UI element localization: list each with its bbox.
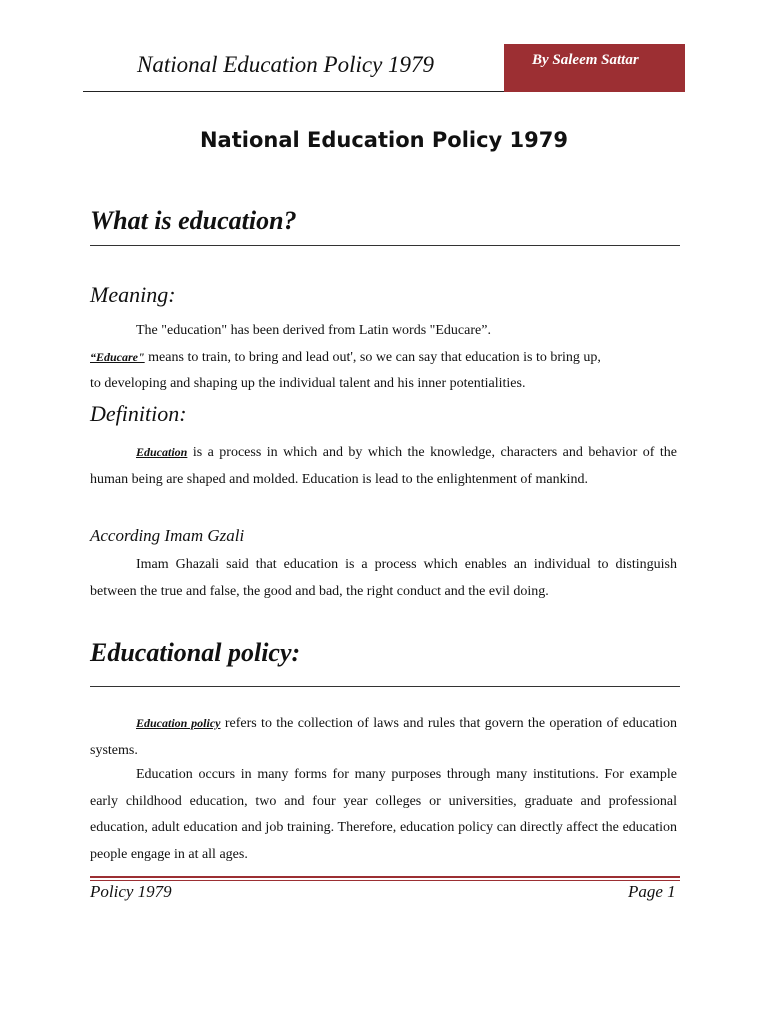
policy-paragraph-2-text: Education occurs in many forms for many purposes through many institutions. For example early childhood education, two and four year colleges or universities, graduate and professional education, adult education and job training. Therefore, education policy can directly affect the education people engage in at all ages. bbox=[90, 767, 677, 862]
term-education-policy: Education policy bbox=[136, 716, 221, 730]
footer-divider bbox=[90, 876, 680, 878]
definition-paragraph bbox=[90, 439, 677, 493]
author-label: By Saleem Sattar bbox=[532, 52, 639, 68]
policy-paragraph-1 bbox=[90, 710, 677, 764]
policy-paragraph-2 bbox=[90, 762, 677, 868]
section-heading-what-is-education: What is education? bbox=[90, 206, 297, 235]
page-number: Page 1 bbox=[628, 882, 676, 901]
meaning-line-1: The "education" has been derived from Latin words "Educare”. bbox=[136, 323, 491, 338]
imam-text: Imam Ghazali said that education is a process which enables an individual to distinguish between the true and false, the good and bad, the right conduct and the evil doing. bbox=[90, 557, 677, 599]
section-divider bbox=[90, 686, 680, 687]
document-title: National Education Policy 1979 bbox=[199, 128, 569, 152]
subheading-imam-gzali: According Imam Gzali bbox=[90, 526, 245, 545]
section-divider bbox=[90, 245, 680, 246]
header-divider bbox=[83, 91, 505, 92]
term-education: Education bbox=[136, 445, 188, 459]
section-heading-educational-policy: Educational policy: bbox=[90, 638, 301, 667]
policy-paragraph-1-text: refers to the collection of laws and rules that govern the operation of education systems. bbox=[90, 716, 678, 758]
meaning-line-2 bbox=[90, 350, 601, 366]
term-educare: “Educare" bbox=[90, 350, 145, 364]
meaning-line-3: to developing and shaping up the individual talent and his inner potentialities. bbox=[90, 376, 526, 391]
subheading-definition: Definition: bbox=[90, 401, 187, 426]
header-title: National Education Policy 1979 bbox=[137, 52, 435, 77]
footer-divider-thin bbox=[90, 880, 680, 881]
meaning-line-2-text: means to train, to bring and lead out', so we can say that education is to bring up, bbox=[144, 350, 601, 365]
footer-title: Policy 1979 bbox=[90, 882, 172, 901]
definition-text: is a process in which and by which the knowledge, characters and behavior of the human being are shaped and molded. Education is lead to the enlightenment of mankind. bbox=[90, 445, 677, 487]
imam-paragraph bbox=[90, 552, 677, 605]
subheading-meaning: Meaning: bbox=[90, 282, 176, 307]
